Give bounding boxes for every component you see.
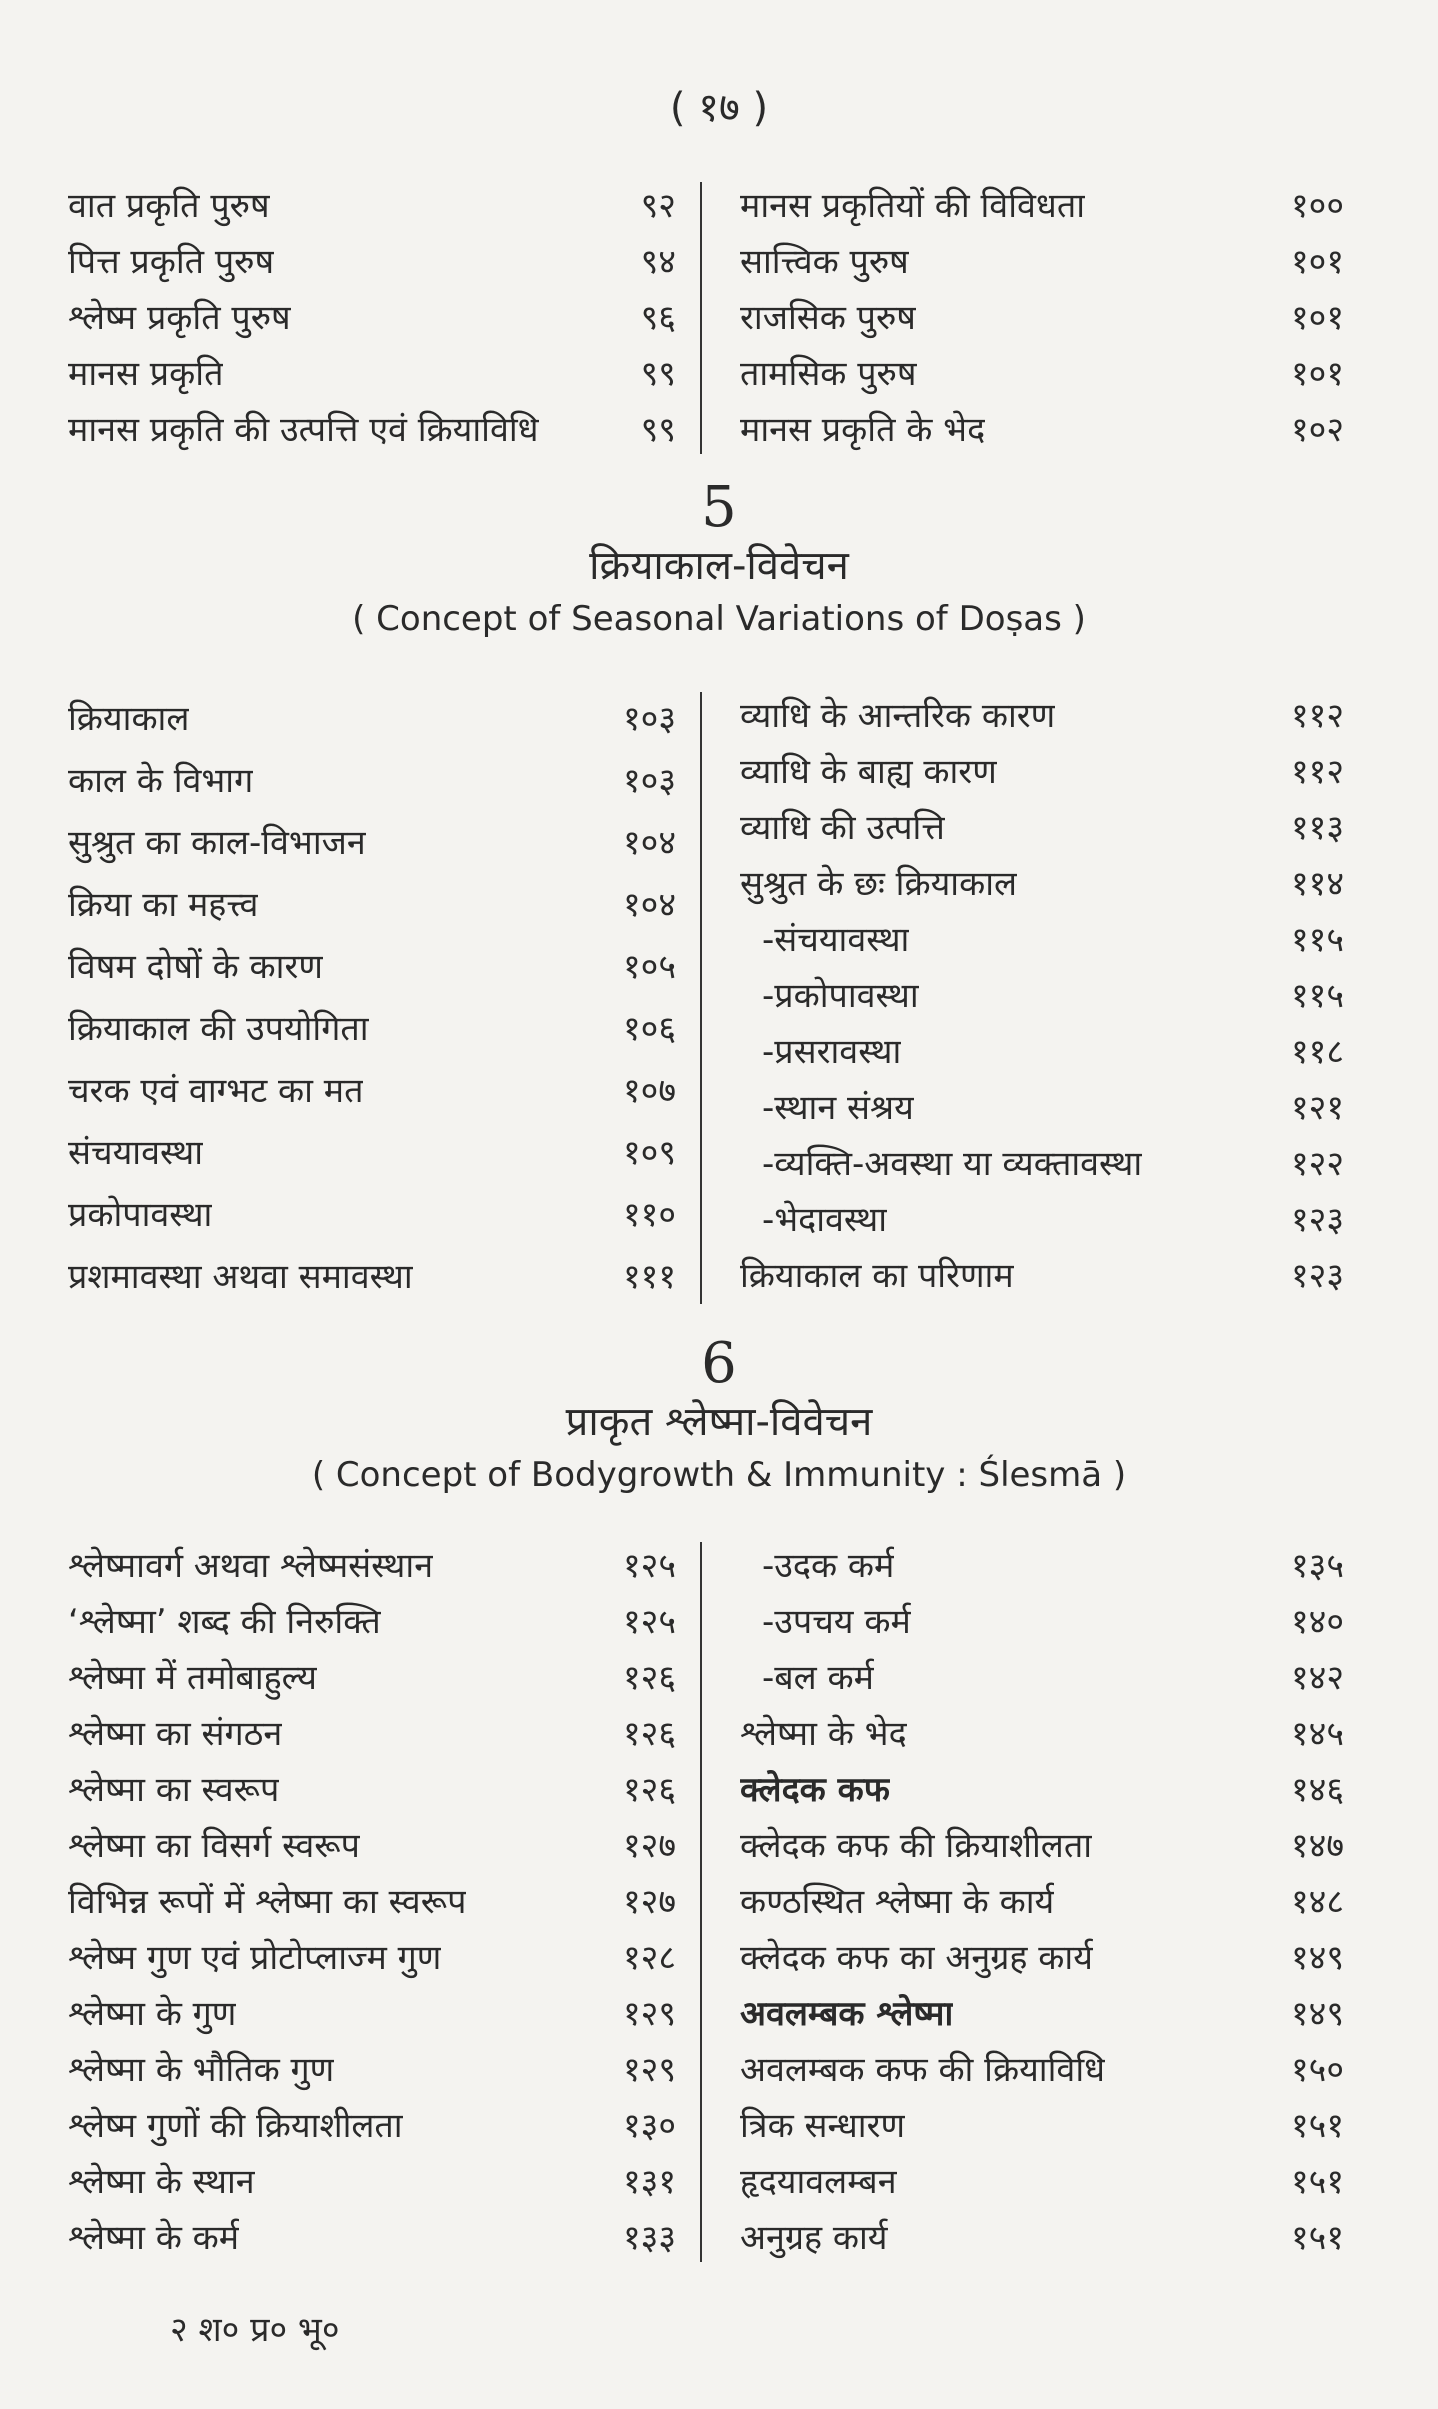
entry-page-number: १३५ [1290,1546,1344,1586]
entry-title: अवलम्बक कफ की क्रियाविधि [740,2050,1106,2090]
section-subtitle: ( Concept of Seasonal Variations of Doṣas ) [352,599,1086,639]
entry-title: -उदक कर्म [762,1546,895,1586]
contents-entry [740,2098,1344,2154]
contents-entry [740,1136,1344,1192]
contents-entry [68,1184,676,1246]
entry-page-number: १४० [1290,1602,1344,1642]
contents-entry [68,402,676,458]
entry-title: विभिन्न रूपों में श्लेष्मा का स्वरूप [68,1882,467,1922]
entry-title: श्लेष्मा का संगठन [68,1714,283,1754]
contents-entry [740,856,1344,912]
entry-title: श्लेष्मा के भेद [740,1714,907,1754]
entry-title: मानस प्रकृति की उत्पत्ति एवं क्रियाविधि [68,410,539,450]
entry-page-number: १०१ [1290,242,1344,282]
contents-entry [740,1192,1344,1248]
entry-title: व्याधि के आन्तरिक कारण [740,696,1056,736]
entry-title: प्रकोपावस्था [68,1195,213,1235]
entry-page-number: १२५ [622,1602,676,1642]
contents-entry [68,2154,676,2210]
entry-title: क्रिया का महत्त्व [68,885,259,925]
entry-page-number: ९६ [640,298,676,338]
contents-entry [740,1080,1344,1136]
entry-page-number: ११५ [1290,920,1344,960]
entry-page-number: १११ [622,1257,676,1297]
entry-page-number: ११४ [1290,864,1344,904]
contents-entry [740,744,1344,800]
contents-entry [68,1818,676,1874]
entry-page-number: १२१ [1290,1088,1344,1128]
contents-entry [68,1986,676,2042]
entry-title: सुश्रुत के छः क्रियाकाल [740,864,1018,904]
entry-page-number: १४६ [1290,1770,1344,1810]
section-title: प्राकृत श्लेष्मा-विवेचन [565,1399,873,1445]
entry-title: -स्थान संश्रय [762,1088,914,1128]
entry-page-number: १०५ [622,947,676,987]
contents-entry [740,1706,1344,1762]
entry-page-number: १०३ [622,699,676,739]
contents-entry [68,874,676,936]
entry-page-number: १४७ [1290,1826,1344,1866]
entry-title: वात प्रकृति पुरुष [68,186,270,226]
section-number: 6 [701,1331,737,1396]
contents-entry [740,1248,1344,1304]
right-column [740,178,1344,458]
entry-title: श्लेष्मा के कर्म [68,2218,240,2258]
contents-entry [740,1594,1344,1650]
entry-page-number: १२७ [622,1882,676,1922]
contents-entry [740,1986,1344,2042]
entry-page-number: १०१ [1290,298,1344,338]
entry-title: श्लेष्मा में तमोबाहुल्य [68,1658,317,1698]
contents-entry [740,800,1344,856]
contents-entry [68,1594,676,1650]
entry-title: -संचयावस्था [762,920,910,960]
entry-title: पित्त प्रकृति पुरुष [68,242,275,282]
entry-title: श्लेष्मा के स्थान [68,2162,255,2202]
section-subtitle: ( Concept of Bodygrowth & Immunity : Ślesmā ) [311,1455,1127,1495]
entry-title: श्लेष्मा का स्वरूप [68,1770,280,1810]
entry-title: श्लेष्मा के भौतिक गुण [68,2050,335,2090]
entry-page-number: ११० [622,1195,676,1235]
contents-entry [68,1538,676,1594]
contents-entry [740,1930,1344,1986]
entry-title: कण्ठस्थित श्लेष्मा के कार्य [740,1882,1055,1922]
entry-title: -भेदावस्था [762,1200,888,1240]
contents-entry [740,402,1344,458]
contents-entry [740,968,1344,1024]
entry-title: मानस प्रकृतियों की विविधता [740,186,1086,226]
column-divider [700,182,702,454]
entry-page-number: १५१ [1290,2218,1344,2258]
contents-entry [68,234,676,290]
entry-title: राजसिक पुरुष [740,298,916,338]
entry-page-number: १२६ [622,1658,676,1698]
contents-entry [68,2042,676,2098]
entry-title: हृदयावलम्बन [740,2162,897,2202]
contents-entry [740,1818,1344,1874]
page-number: ( १७ ) [669,85,769,131]
entry-page-number: १४९ [1290,1994,1344,2034]
entry-title: श्लेष्म प्रकृति पुरुष [68,298,291,338]
entry-title: मानस प्रकृति [68,354,224,394]
entry-page-number: १२९ [622,1994,676,2034]
contents-entry [68,346,676,402]
contents-entry [740,1024,1344,1080]
left-column [68,688,676,1308]
entry-title: श्लेष्म गुणों की क्रियाशीलता [68,2106,403,2146]
contents-entry [68,1122,676,1184]
entry-page-number: १०० [1290,186,1344,226]
contents-entry [68,2210,676,2266]
contents-entry [740,2154,1344,2210]
entry-page-number: १४८ [1290,1882,1344,1922]
entry-title: अवलम्बक श्लेष्मा [740,1994,954,2034]
entry-title: तामसिक पुरुष [740,354,917,394]
contents-entry [740,346,1344,402]
contents-entry [740,688,1344,744]
entry-title: विषम दोषों के कारण [68,947,323,987]
contents-entry [740,1874,1344,1930]
entry-page-number: १२६ [622,1770,676,1810]
entry-title: प्रशमावस्था अथवा समावस्था [68,1257,413,1297]
entry-page-number: ११२ [1290,696,1344,736]
entry-title: सात्त्विक पुरुष [740,242,909,282]
right-column [740,1538,1344,2266]
column-divider [700,692,702,1304]
contents-entry [740,2042,1344,2098]
entry-page-number: १२३ [1290,1256,1344,1296]
entry-title: -बल कर्म [762,1658,874,1698]
contents-entry [68,2098,676,2154]
entry-title: -प्रसरावस्था [762,1032,902,1072]
contents-entry [740,912,1344,968]
entry-page-number: १२८ [622,1938,676,1978]
contents-entry [68,1706,676,1762]
entry-page-number: १४९ [1290,1938,1344,1978]
left-column [68,178,676,458]
entry-title: व्याधि की उत्पत्ति [740,808,945,848]
entry-page-number: १०६ [622,1009,676,1049]
entry-title: ‘श्लेष्मा’ शब्द की निरुक्ति [68,1602,381,1642]
entry-title: काल के विभाग [68,761,254,801]
entry-title: क्रियाकाल का परिणाम [740,1256,1014,1296]
entry-title: सुश्रुत का काल-विभाजन [68,823,366,863]
entry-page-number: ९९ [640,354,676,394]
entry-page-number: ११५ [1290,976,1344,1016]
entry-title: श्लेष्मा का विसर्ग स्वरूप [68,1826,360,1866]
contents-entry [68,812,676,874]
section-number: 5 [701,475,737,540]
contents-entry [68,936,676,998]
entry-page-number: १०४ [622,823,676,863]
section-6-heading [0,1331,1438,1500]
entry-title: -व्यक्ति-अवस्था या व्यक्तावस्था [762,1144,1143,1184]
section-5-heading [0,475,1438,644]
entry-page-number: १५१ [1290,2162,1344,2202]
entry-title: क्रियाकाल की उपयोगिता [68,1009,369,1049]
entry-page-number: १५१ [1290,2106,1344,2146]
contents-entry [68,1762,676,1818]
contents-entry [68,1246,676,1308]
entry-page-number: ११३ [1290,808,1344,848]
entry-title: चरक एवं वाग्भट का मत [68,1071,364,1111]
entry-title: श्लेष्मा के गुण [68,1994,237,2034]
page-footer: २ श० प्र० भू० [170,2310,340,2350]
entry-title: -प्रकोपावस्था [762,976,919,1016]
entry-title: व्याधि के बाह्य कारण [740,752,997,792]
entry-title: क्लेदक कफ [740,1770,890,1810]
contents-entry [68,750,676,812]
entry-page-number: १०१ [1290,354,1344,394]
contents-entry [68,1060,676,1122]
contents-entry [740,290,1344,346]
entry-page-number: १०९ [622,1133,676,1173]
entry-page-number: १२९ [622,2050,676,2090]
entry-page-number: १४५ [1290,1714,1344,1754]
entry-title: -उपचय कर्म [762,1602,911,1642]
entry-page-number: ११२ [1290,752,1344,792]
entry-title: क्रियाकाल [68,699,190,739]
entry-page-number: १२६ [622,1714,676,1754]
column-divider [700,1542,702,2262]
entry-page-number: १३१ [622,2162,676,2202]
left-column [68,1538,676,2266]
contents-entry [68,1930,676,1986]
contents-entry [740,178,1344,234]
right-column [740,688,1344,1304]
entry-page-number: १४२ [1290,1658,1344,1698]
entry-page-number: १२५ [622,1546,676,1586]
contents-entry [740,1762,1344,1818]
entry-title: संचयावस्था [68,1133,204,1173]
contents-entry [740,1538,1344,1594]
contents-entry [68,1874,676,1930]
contents-entry [68,178,676,234]
entry-page-number: १२३ [1290,1200,1344,1240]
contents-entry [740,1650,1344,1706]
section-title: क्रियाकाल-विवेचन [589,543,849,589]
contents-entry [740,2210,1344,2266]
contents-entry [68,290,676,346]
entry-title: मानस प्रकृति के भेद [740,410,986,450]
entry-page-number: १०२ [1290,410,1344,450]
contents-entry [68,688,676,750]
entry-page-number: ९४ [640,242,676,282]
entry-page-number: १०७ [622,1071,676,1111]
contents-entry [68,998,676,1060]
entry-page-number: १३० [622,2106,676,2146]
entry-title: क्लेदक कफ की क्रियाशीलता [740,1826,1093,1866]
entry-page-number: ११८ [1290,1032,1344,1072]
entry-page-number: ९२ [640,186,676,226]
entry-page-number: ९९ [640,410,676,450]
entry-title: त्रिक सन्धारण [740,2106,906,2146]
entry-page-number: १३३ [622,2218,676,2258]
entry-page-number: १२२ [1290,1144,1344,1184]
entry-title: श्लेष्मावर्ग अथवा श्लेष्मसंस्थान [68,1546,434,1586]
entry-title: श्लेष्म गुण एवं प्रोटोप्लाज्म गुण [68,1938,442,1978]
entry-title: क्लेदक कफ का अनुग्रह कार्य [740,1938,1093,1978]
contents-entry [740,234,1344,290]
entry-page-number: १०३ [622,761,676,801]
entry-title: अनुग्रह कार्य [740,2218,888,2258]
entry-page-number: १०४ [622,885,676,925]
entry-page-number: १२७ [622,1826,676,1866]
contents-entry [68,1650,676,1706]
entry-page-number: १५० [1290,2050,1344,2090]
